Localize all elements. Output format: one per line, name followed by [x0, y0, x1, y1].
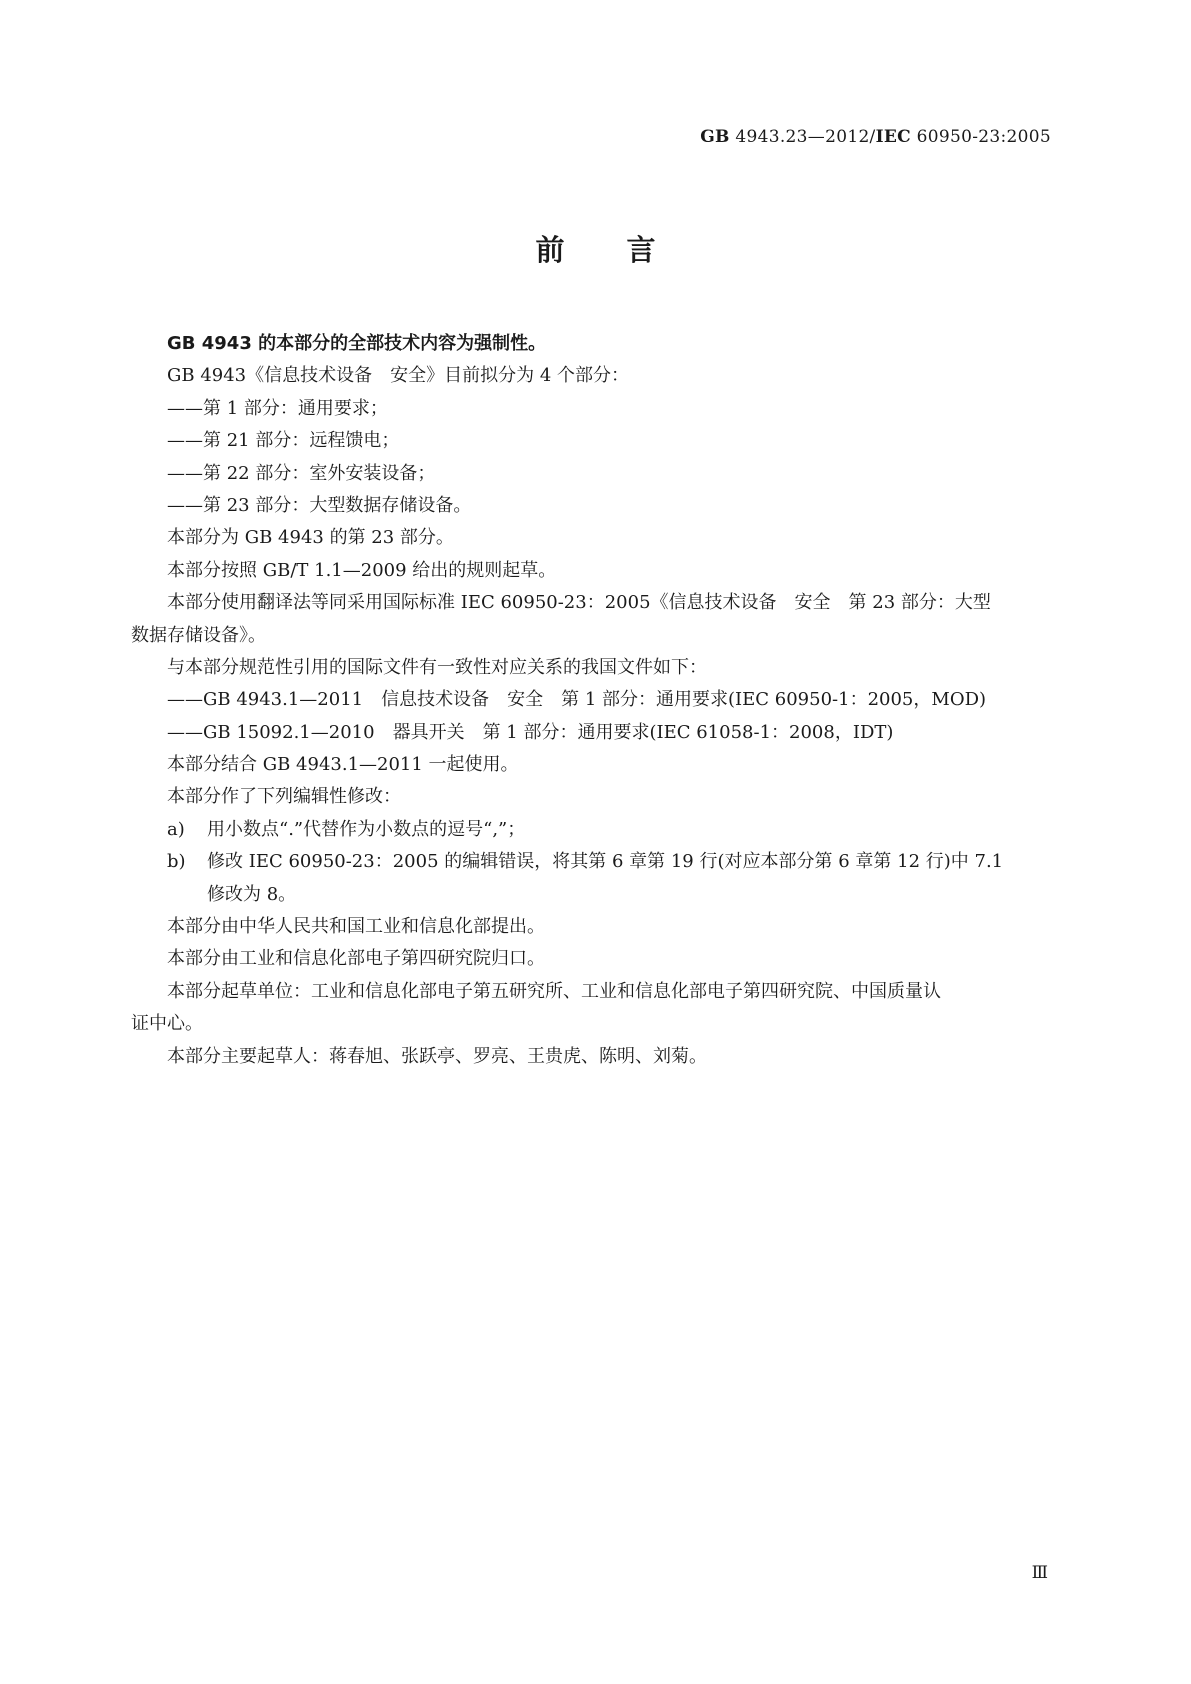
part-list-item: ——第 22 部分：室外安装设备；: [167, 462, 436, 484]
paragraph: 本部分作了下列编辑性修改：: [167, 786, 401, 808]
document-body: [131, 328, 1061, 1073]
part-list-item: ——第 21 部分：远程馈电；: [167, 430, 400, 452]
list-item-continuation: 修改为 8。: [207, 883, 297, 905]
paragraph: 本部分主要起草人：蒋春旭、张跃亭、罗亮、王贵虎、陈明、刘菊。: [167, 1045, 707, 1067]
reference-list-item: ——GB 15092.1—2010 器具开关 第 1 部分：通用要求(IEC 61058-1：2008，IDT): [167, 721, 894, 743]
list-marker: a): [167, 818, 185, 840]
paragraph: 本部分为 GB 4943 的第 23 部分。: [167, 527, 454, 549]
iec-code: 60950-23:2005: [910, 127, 1051, 147]
paragraph: 本部分使用翻译法等同采用国际标准 IEC 60950-23：2005《信息技术设备 安全 第 23 部分：大型: [167, 592, 991, 614]
paragraph: 本部分结合 GB 4943.1—2011 一起使用。: [167, 754, 519, 776]
list-marker: b): [167, 851, 186, 873]
paragraph: GB 4943《信息技术设备 安全》目前拟分为 4 个部分：: [167, 365, 630, 387]
list-item-text: 用小数点“.”代替作为小数点的逗号“,”；: [207, 818, 526, 840]
list-item-text: 修改 IEC 60950-23：2005 的编辑错误，将其第 6 章第 19 行(对应本部分第 6 章第 12 行)中 7.1: [207, 851, 1004, 873]
standard-number: [700, 127, 1051, 147]
paragraph: 本部分由中华人民共和国工业和信息化部提出。: [167, 916, 545, 938]
mandatory-statement: GB 4943 的本部分的全部技术内容为强制性。: [167, 333, 547, 354]
paragraph-continuation: 数据存储设备》。: [131, 624, 266, 646]
edit-list-item-a: [131, 814, 1061, 846]
paragraph: 与本部分规范性引用的国际文件有一致性对应关系的我国文件如下：: [167, 656, 707, 678]
paragraph: 本部分由工业和信息化部电子第四研究院归口。: [167, 948, 545, 970]
part-list-item: ——第 23 部分：大型数据存储设备。: [167, 494, 472, 516]
part-list-item: ——第 1 部分：通用要求；: [167, 397, 388, 419]
page-title: 前言: [535, 233, 718, 267]
paragraph: 本部分按照 GB/T 1.1—2009 给出的规则起草。: [167, 559, 557, 581]
standard-code: 4943.23—2012/: [729, 127, 876, 147]
edit-list-item-b: [131, 846, 1061, 878]
paragraph-continuation: 证中心。: [131, 1013, 203, 1035]
page-number: Ⅲ: [1031, 1563, 1048, 1583]
paragraph: 本部分起草单位：工业和信息化部电子第五研究所、工业和信息化部电子第四研究院、中国质量认: [167, 980, 941, 1002]
reference-list-item: ——GB 4943.1—2011 信息技术设备 安全 第 1 部分：通用要求(IEC 60950-1：2005，MOD): [167, 689, 987, 711]
iec-prefix: IEC: [875, 127, 911, 147]
standard-prefix: GB: [700, 127, 730, 147]
